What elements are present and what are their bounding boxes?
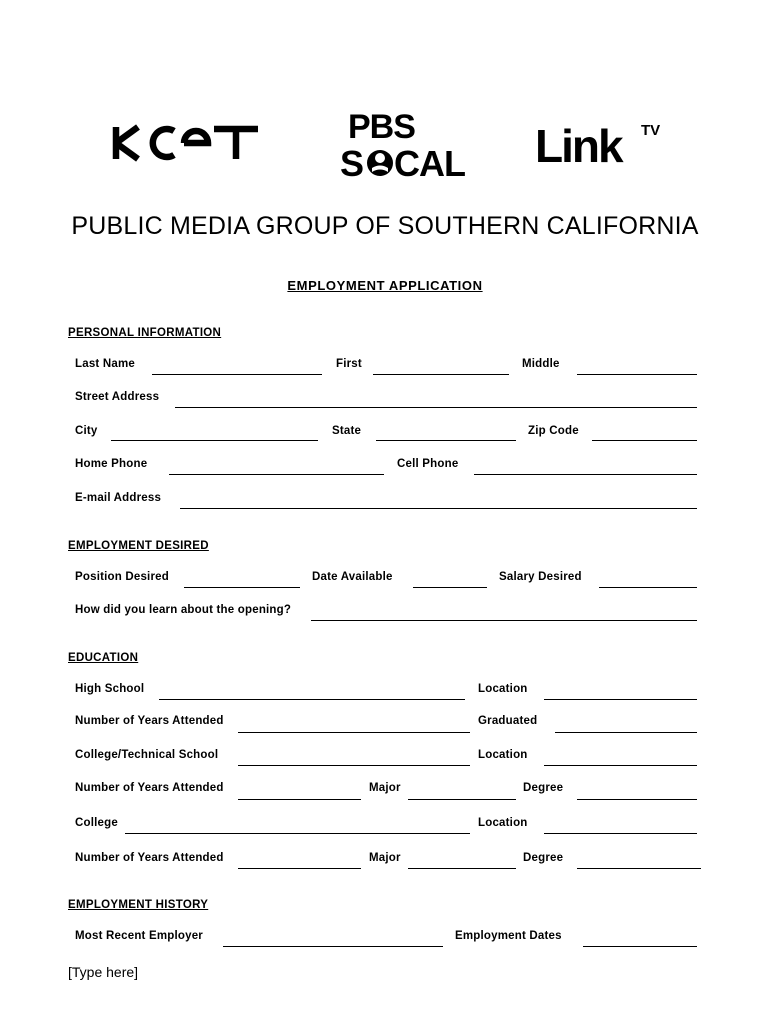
kcet-logo bbox=[110, 122, 262, 164]
learn-about-opening-label: How did you learn about the opening? bbox=[75, 604, 292, 616]
middle-name-label: Middle bbox=[522, 358, 560, 370]
svg-text:PBS: PBS bbox=[348, 108, 415, 146]
home-phone-field[interactable] bbox=[169, 474, 384, 475]
college-years-attended-label: Number of Years Attended bbox=[75, 852, 224, 864]
college-location-field[interactable] bbox=[544, 833, 697, 834]
employment-dates-field[interactable] bbox=[583, 946, 697, 947]
salary-desired-label: Salary Desired bbox=[499, 571, 582, 583]
tech-years-attended-field[interactable] bbox=[238, 799, 361, 800]
learn-about-opening-field[interactable] bbox=[311, 620, 697, 621]
middle-name-field[interactable] bbox=[577, 374, 697, 375]
college-degree-label: Degree bbox=[523, 852, 564, 864]
date-available-label: Date Available bbox=[312, 571, 393, 583]
section-education: EDUCATION bbox=[68, 652, 139, 664]
college-major-label: Major bbox=[369, 852, 401, 864]
zip-code-field[interactable] bbox=[592, 440, 697, 441]
tech-years-attended-label: Number of Years Attended bbox=[75, 782, 224, 794]
section-employment-history: EMPLOYMENT HISTORY bbox=[68, 899, 209, 911]
first-name-label: First bbox=[336, 358, 362, 370]
pbs-socal-logo bbox=[340, 106, 465, 181]
tech-major-field[interactable] bbox=[408, 799, 516, 800]
college-major-field[interactable] bbox=[408, 868, 516, 869]
most-recent-employer-label: Most Recent Employer bbox=[75, 930, 203, 942]
employment-dates-label: Employment Dates bbox=[455, 930, 562, 942]
last-name-label: Last Name bbox=[75, 358, 135, 370]
email-address-label: E-mail Address bbox=[75, 492, 162, 504]
most-recent-employer-field[interactable] bbox=[223, 946, 443, 947]
link-tv-logo bbox=[535, 118, 670, 168]
hs-years-attended-label: Number of Years Attended bbox=[75, 715, 224, 727]
tech-degree-label: Degree bbox=[523, 782, 564, 794]
tech-degree-field[interactable] bbox=[577, 799, 697, 800]
email-address-field[interactable] bbox=[180, 508, 697, 509]
svg-text:CAL: CAL bbox=[394, 143, 465, 181]
graduated-label: Graduated bbox=[478, 715, 538, 727]
position-desired-label: Position Desired bbox=[75, 571, 169, 583]
city-label: City bbox=[75, 425, 98, 437]
tech-major-label: Major bbox=[369, 782, 401, 794]
college-label: College bbox=[75, 817, 118, 829]
position-desired-field[interactable] bbox=[184, 587, 300, 588]
high-school-field[interactable] bbox=[159, 699, 465, 700]
form-title: EMPLOYMENT APPLICATION bbox=[287, 278, 483, 293]
salary-desired-field[interactable] bbox=[599, 587, 697, 588]
street-address-label: Street Address bbox=[75, 391, 160, 403]
college-years-attended-field[interactable] bbox=[238, 868, 361, 869]
high-school-location-label: Location bbox=[478, 683, 528, 695]
college-degree-field[interactable] bbox=[577, 868, 701, 869]
cell-phone-field[interactable] bbox=[474, 474, 697, 475]
svg-text:S: S bbox=[340, 143, 364, 181]
zip-code-label: Zip Code bbox=[528, 425, 579, 437]
home-phone-label: Home Phone bbox=[75, 458, 148, 470]
tech-school-location-label: Location bbox=[478, 749, 528, 761]
tech-school-location-field[interactable] bbox=[544, 765, 697, 766]
footer-placeholder: [Type here] bbox=[68, 964, 139, 980]
high-school-label: High School bbox=[75, 683, 145, 695]
college-location-label: Location bbox=[478, 817, 528, 829]
graduated-field[interactable] bbox=[555, 732, 697, 733]
organization-title: PUBLIC MEDIA GROUP OF SOUTHERN CALIFORNIA bbox=[71, 212, 699, 240]
street-address-field[interactable] bbox=[175, 407, 697, 408]
college-field[interactable] bbox=[125, 833, 470, 834]
hs-years-attended-field[interactable] bbox=[238, 732, 470, 733]
high-school-location-field[interactable] bbox=[544, 699, 697, 700]
date-available-field[interactable] bbox=[413, 587, 487, 588]
college-technical-school-label: College/Technical School bbox=[75, 749, 219, 761]
svg-text:TV: TV bbox=[641, 122, 661, 139]
college-technical-school-field[interactable] bbox=[238, 765, 470, 766]
city-field[interactable] bbox=[111, 440, 318, 441]
state-field[interactable] bbox=[376, 440, 516, 441]
section-personal-information: PERSONAL INFORMATION bbox=[68, 327, 222, 339]
state-label: State bbox=[332, 425, 362, 437]
first-name-field[interactable] bbox=[373, 374, 509, 375]
cell-phone-label: Cell Phone bbox=[397, 458, 459, 470]
svg-text:Link: Link bbox=[535, 120, 622, 168]
last-name-field[interactable] bbox=[152, 374, 322, 375]
section-employment-desired: EMPLOYMENT DESIRED bbox=[68, 540, 209, 552]
